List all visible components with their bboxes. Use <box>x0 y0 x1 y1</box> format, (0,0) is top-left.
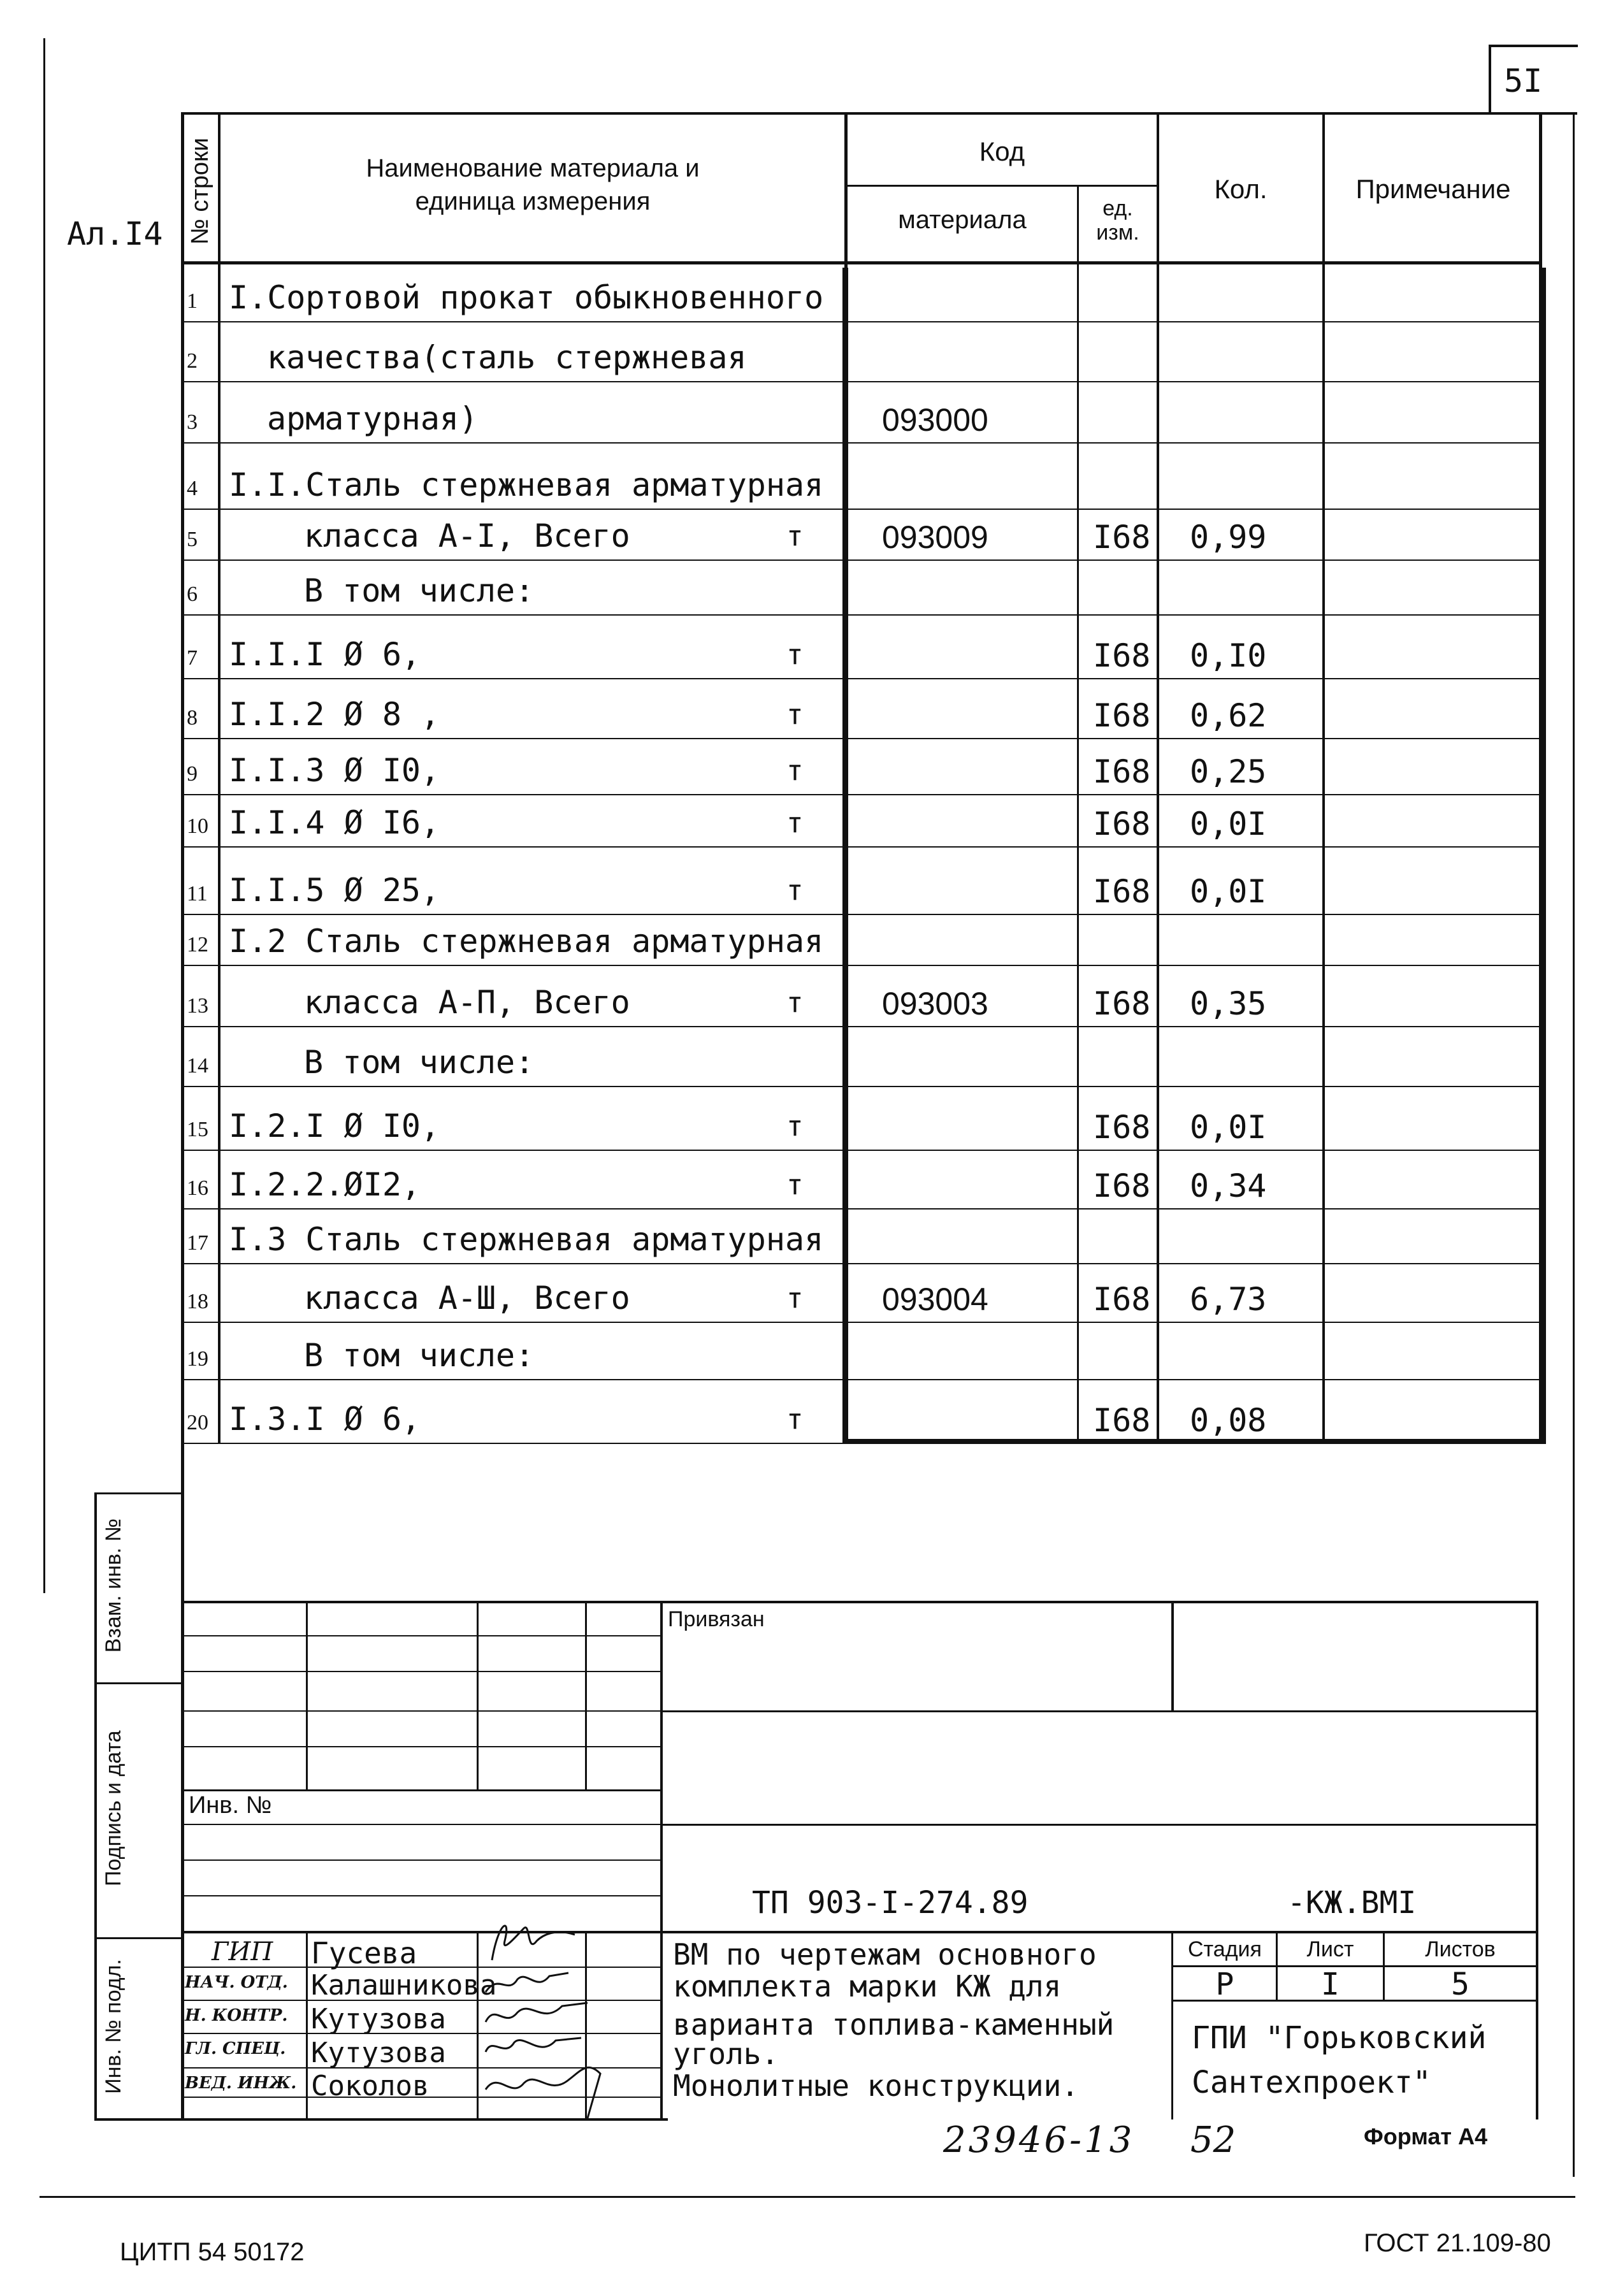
row-unit: т <box>786 874 804 907</box>
row-unit-code: I68 <box>1093 1281 1151 1318</box>
row-number: 12 <box>187 933 208 957</box>
stage-label: Стадия <box>1188 1937 1262 1961</box>
row-unit-code: I68 <box>1093 637 1151 674</box>
table-row <box>184 1264 1542 1323</box>
row-number: 7 <box>187 646 198 670</box>
table-row <box>184 382 1542 444</box>
row-description: I.I.3 Ø I0, <box>229 752 440 789</box>
footer-gost: ГОСТ 21.109-80 <box>1364 2229 1551 2257</box>
row-number: 9 <box>187 762 198 786</box>
row-number: 20 <box>187 1411 208 1434</box>
row-unit-code: I68 <box>1093 1167 1151 1204</box>
row-material-code: 093009 <box>882 519 988 555</box>
row-unit-code: I68 <box>1093 519 1151 556</box>
document-title-line-1: ВМ по чертежам основного <box>673 1937 1097 1972</box>
row-unit: т <box>786 807 804 839</box>
header-unit-code: ед. изм. <box>1096 196 1139 245</box>
row-description: I.Сортовой прокат обыкновенного <box>229 279 824 316</box>
header-quantity: Кол. <box>1214 174 1268 204</box>
header-code: Код <box>979 136 1025 166</box>
row-number: 11 <box>187 882 208 906</box>
row-unit: т <box>786 986 804 1019</box>
name-nach-otd: Калашникова <box>311 1969 497 2002</box>
row-quantity: 6,73 <box>1190 1281 1267 1318</box>
row-quantity: 0,0I <box>1190 1109 1267 1146</box>
sheets-label: Листов <box>1425 1937 1496 1961</box>
table-row <box>184 322 1542 382</box>
row-description: I.2 Сталь стержневая арматурная <box>229 923 824 960</box>
document-title-line-4: уголь. <box>673 2037 779 2071</box>
role-gip: ГИП <box>212 1937 273 1967</box>
role-ved-inzh: ВЕД. ИНЖ. <box>185 2074 297 2093</box>
footer-left-code: ЦИТП 54 50172 <box>120 2238 305 2266</box>
footer-format: Формат А4 <box>1364 2123 1488 2149</box>
row-description: I.I.4 Ø I6, <box>229 804 440 841</box>
row-quantity: 0,0I <box>1190 805 1267 842</box>
table-row <box>184 510 1542 561</box>
row-unit: т <box>786 1282 804 1315</box>
row-description: I.3 Сталь стержневая арматурная <box>229 1221 824 1258</box>
stage-value: Р <box>1215 1967 1234 2002</box>
row-description: I.I.2 Ø 8 , <box>229 696 440 733</box>
table-row <box>184 848 1542 915</box>
table-row <box>184 679 1542 739</box>
document-title-line-3: варианта топлива-каменный <box>673 2007 1115 2042</box>
row-unit-code: I68 <box>1093 985 1151 1022</box>
row-number: 17 <box>187 1231 208 1255</box>
row-description: В том числе: <box>304 1044 535 1081</box>
page-number: 5I <box>1504 62 1543 99</box>
row-quantity: 0,35 <box>1190 985 1267 1022</box>
album-label: Ал.I4 <box>67 215 163 252</box>
row-description: качества(сталь стержневая <box>267 339 747 376</box>
signature-gip <box>479 1909 588 1970</box>
row-number: 5 <box>187 528 198 551</box>
row-unit: т <box>786 1169 804 1201</box>
header-note: Примечание <box>1355 174 1511 204</box>
row-number: 2 <box>187 349 198 373</box>
row-number: 16 <box>187 1176 208 1200</box>
table-row <box>184 616 1542 679</box>
signature-ved-inzh <box>479 2054 626 2125</box>
row-material-code: 093000 <box>882 402 988 438</box>
row-quantity: 0,08 <box>1190 1402 1267 1439</box>
table-row <box>184 265 1542 322</box>
row-unit-code: I68 <box>1093 697 1151 734</box>
table-row <box>184 966 1542 1027</box>
row-number: 8 <box>187 706 198 730</box>
signature-nach-otd <box>479 1967 588 2000</box>
name-gip: Гусева <box>311 1936 417 1970</box>
header-row-number: № строки <box>187 138 213 245</box>
side-label-inv-podl: Инв. № подл. <box>101 1959 126 2094</box>
row-unit: т <box>786 639 804 671</box>
table-row <box>184 1151 1542 1209</box>
role-nach-otd: НАЧ. ОТД. <box>185 1973 288 1992</box>
row-description: класса А-Ш, Всего <box>304 1280 630 1317</box>
row-number: 6 <box>187 582 198 606</box>
header-material: материала <box>898 206 1027 234</box>
document-mark: -КЖ.ВМI <box>1287 1885 1417 1921</box>
row-unit: т <box>786 1110 804 1143</box>
row-number: 15 <box>187 1118 208 1141</box>
row-number: 19 <box>187 1347 208 1371</box>
row-quantity: 0,0I <box>1190 873 1267 910</box>
row-number: 4 <box>187 477 198 500</box>
side-label-vzam: Взам. инв. № <box>101 1518 126 1653</box>
row-unit-code: I68 <box>1093 1109 1151 1146</box>
row-number: 10 <box>187 814 208 838</box>
organization-line-2: Сантехпроект" <box>1192 2065 1431 2100</box>
row-description: I.I.5 Ø 25, <box>229 872 440 909</box>
row-number: 3 <box>187 410 198 434</box>
row-unit: т <box>786 520 804 552</box>
table-row <box>184 1209 1542 1264</box>
name-gl-spec: Кутузова <box>311 2037 446 2069</box>
table-row <box>184 739 1542 795</box>
row-description: I.I.Сталь стержневая арматурная <box>229 466 824 503</box>
row-unit: т <box>786 1403 804 1436</box>
table-row <box>184 444 1542 510</box>
footer-page: 52 <box>1190 2119 1236 2161</box>
sheet-label: Лист <box>1306 1937 1354 1961</box>
sheet-value: I <box>1321 1967 1340 2002</box>
footer-inventory-number: 23946-13 <box>943 2119 1135 2161</box>
row-description: арматурная) <box>267 400 479 437</box>
row-material-code: 093003 <box>882 986 988 1022</box>
side-label-podpis: Подпись и дата <box>101 1730 126 1886</box>
row-description: I.2.I Ø I0, <box>229 1108 440 1144</box>
sheets-value: 5 <box>1451 1967 1470 2002</box>
row-description: В том числе: <box>304 1337 535 1374</box>
row-quantity: 0,99 <box>1190 519 1267 556</box>
role-gl-spec: ГЛ. СПЕЦ. <box>185 2039 286 2058</box>
table-row <box>184 1323 1542 1380</box>
header-name: Наименование материала и единица измерения <box>366 154 700 215</box>
row-number: 1 <box>187 289 198 313</box>
row-description: В том числе: <box>304 572 535 609</box>
name-n-kontr: Кутузова <box>311 2003 446 2035</box>
row-number: 13 <box>187 994 208 1018</box>
table-row <box>184 561 1542 616</box>
row-quantity: 0,34 <box>1190 1167 1267 1204</box>
row-description: класса А-I, Всего <box>304 517 630 554</box>
row-number: 14 <box>187 1054 208 1078</box>
row-unit-code: I68 <box>1093 1402 1151 1439</box>
row-unit: т <box>786 755 804 787</box>
signature-n-kontr <box>479 2000 588 2033</box>
document-code: ТП 903-I-274.89 <box>752 1885 1029 1921</box>
row-number: 18 <box>187 1290 208 1313</box>
row-unit-code: I68 <box>1093 873 1151 910</box>
document-title-line-5: Монолитные конструкции. <box>673 2069 1079 2103</box>
row-quantity: 0,I0 <box>1190 637 1267 674</box>
privyazan-label: Привязан <box>668 1607 765 1631</box>
row-unit: т <box>786 698 804 731</box>
table-row <box>184 795 1542 848</box>
table-row <box>184 1027 1542 1087</box>
table-row <box>184 915 1542 966</box>
row-unit-code: I68 <box>1093 753 1151 790</box>
table-row <box>184 1380 1542 1444</box>
row-quantity: 0,62 <box>1190 697 1267 734</box>
row-unit-code: I68 <box>1093 805 1151 842</box>
row-description: I.3.I Ø 6, <box>229 1401 421 1438</box>
row-description: I.2.2.ØI2, <box>229 1166 421 1203</box>
row-description: I.I.I Ø 6, <box>229 636 421 673</box>
document-title-line-2: комплекта марки КЖ для <box>673 1969 1062 2004</box>
inv-no-label: Инв. № <box>189 1792 272 1819</box>
name-ved-inzh: Соколов <box>311 2070 430 2102</box>
organization-line-1: ГПИ "Горьковский <box>1192 2020 1487 2056</box>
row-material-code: 093004 <box>882 1282 988 1317</box>
role-n-kontr: Н. КОНТР. <box>185 2006 288 2025</box>
row-quantity: 0,25 <box>1190 753 1267 790</box>
row-description: класса А-П, Всего <box>304 984 630 1021</box>
table-row <box>184 1087 1542 1151</box>
